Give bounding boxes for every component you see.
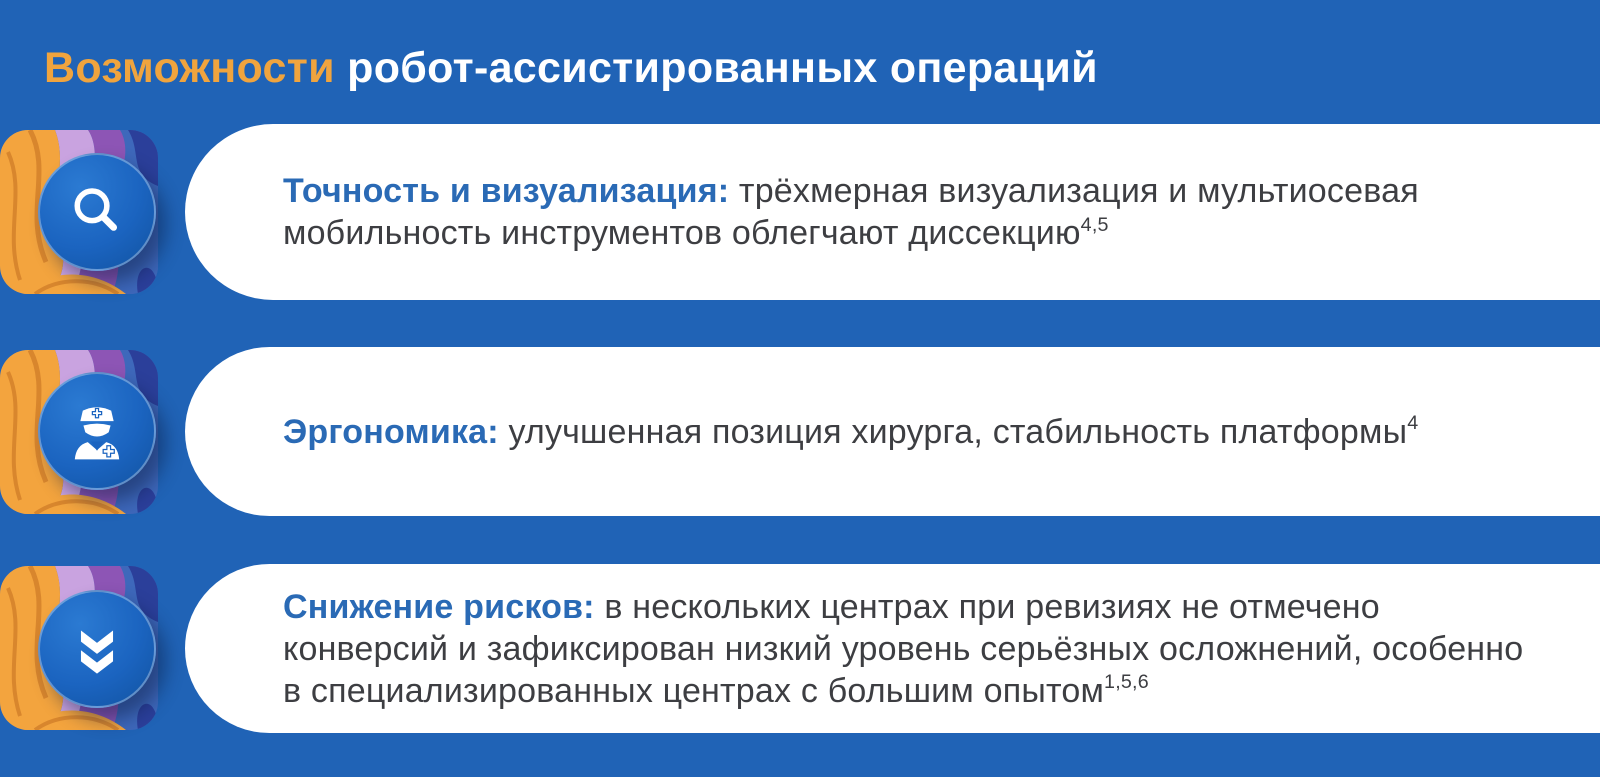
feature-text xyxy=(283,170,1419,254)
feature-line: в специализированных центрах с большим опытом xyxy=(283,671,1105,710)
title-rest: робот-ассистированных операций xyxy=(347,44,1098,92)
footnote-superscript: 4 xyxy=(1407,412,1419,435)
feature-card-risk-reduction xyxy=(185,564,1600,733)
magnifier-icon xyxy=(60,175,134,249)
feature-heading: Снижение рисков: xyxy=(283,587,595,626)
feature-heading: Эргономика: xyxy=(283,412,499,451)
icon-circle xyxy=(38,153,156,271)
page-title xyxy=(44,44,1098,93)
feature-card-ergonomics xyxy=(185,347,1600,516)
feature-text xyxy=(283,586,1523,712)
double-chevron-down-icon xyxy=(60,612,134,686)
feature-card-precision xyxy=(185,124,1600,300)
feature-line: в нескольких центрах при ревизиях не отмечено xyxy=(604,587,1380,626)
feature-heading: Точность и визуализация: xyxy=(283,172,730,210)
icon-circle xyxy=(38,590,156,708)
feature-line: улучшенная позиция хирурга, стабильность платформы xyxy=(508,412,1408,451)
feature-line: трёхмерная визуализация и мультиосевая xyxy=(738,172,1419,210)
feature-text xyxy=(283,411,1418,453)
footnote-superscript: 1,5,6 xyxy=(1104,671,1149,694)
footnote-superscript: 4,5 xyxy=(1080,213,1109,236)
feature-line: конверсий и зафиксирован низкий уровень серьёзных осложнений, особенно xyxy=(283,629,1524,668)
title-highlight: Возможности xyxy=(44,44,335,92)
surgeon-icon xyxy=(60,394,134,468)
feature-line: мобильность инструментов облегчают диссекцию xyxy=(283,214,1081,252)
icon-circle xyxy=(38,372,156,490)
